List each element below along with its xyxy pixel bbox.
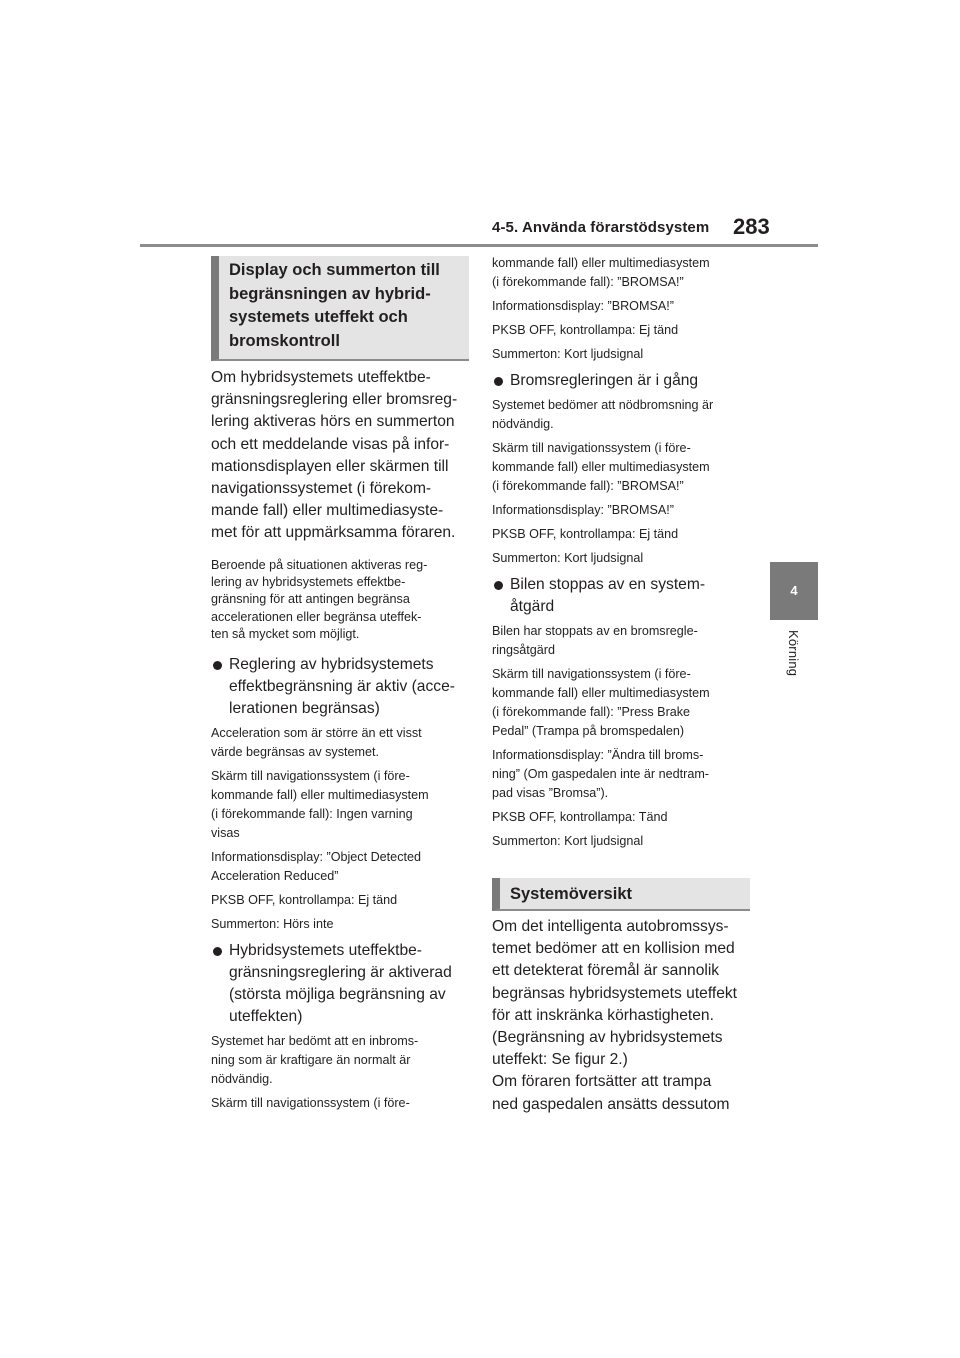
text-line: Om föraren fortsätter att trampa xyxy=(492,1073,712,1091)
left-column xyxy=(211,367,469,1118)
note-paragraph xyxy=(211,557,469,644)
text-line: accelerationen eller begränsa uteffek- xyxy=(211,609,422,624)
nav-screen-info: Skärm till navigationssystem (i före- xyxy=(211,1095,410,1110)
text-line: pad visas ”Bromsa”). xyxy=(492,786,609,800)
pksb-status: PKSB OFF, kontrollampa: Tänd xyxy=(492,810,668,824)
nav-screen-info xyxy=(211,767,469,843)
text-line: ning” (Om gaspedalen inte är nedtram- xyxy=(492,767,710,781)
text-line: Informationsdisplay: ”Ändra till broms- xyxy=(492,748,704,762)
heading-line: Display och summerton till xyxy=(229,261,440,279)
nav-screen-info xyxy=(492,439,750,496)
bullet-dot-icon xyxy=(494,377,503,386)
text-line: kommande fall) eller multimediasystem xyxy=(492,686,710,700)
pksb-status: PKSB OFF, kontrollampa: Ej tänd xyxy=(211,892,398,907)
heading-line: bromskontroll xyxy=(229,331,340,350)
text-line: Hybridsystemets uteffektbe- xyxy=(229,941,422,959)
text-line: och ett meddelande visas på infor- xyxy=(211,435,450,453)
chapter-tab: 4 xyxy=(770,562,818,620)
bullet-dot-icon xyxy=(213,947,222,956)
text-line: ned gaspedalen ansätts dessutom xyxy=(492,1095,730,1113)
text-line: Om hybridsystemets uteffektbe- xyxy=(211,369,431,386)
text-line: begränsas hybridsystemets uteffekt xyxy=(492,984,738,1002)
info-display xyxy=(211,848,469,886)
heading-line: systemets uteffekt och xyxy=(229,308,408,326)
section-heading-display xyxy=(211,256,469,361)
text-line: Informationsdisplay: ”Object Detected xyxy=(211,849,421,864)
buzzer-status: Summerton: Kort ljudsignal xyxy=(492,551,644,565)
text-line: navigationssystemet (i förekom- xyxy=(211,480,432,498)
text-line: ringsåtgärd xyxy=(492,643,556,657)
text-line: Systemet bedömer att nödbromsning är xyxy=(492,398,714,412)
text-line: Pedal” (Trampa på bromspedalen) xyxy=(492,724,685,738)
text-line: lerationen begränsas) xyxy=(229,699,380,717)
text-line: nödvändig. xyxy=(211,1071,273,1086)
text-line: Om det intelligenta autobromssys- xyxy=(492,918,729,935)
text-line: nödvändig. xyxy=(492,417,554,431)
nav-screen-info xyxy=(492,254,750,292)
text-line: lering av hybridsystemets effektbe- xyxy=(211,575,406,590)
text-line: (i förekommande fall): Ingen varning xyxy=(211,806,413,821)
right-column xyxy=(492,254,750,856)
text-line: ten så mycket som möjligt. xyxy=(211,627,360,642)
text-line: gränsning för att antingen begränsa xyxy=(211,592,410,607)
section-heading-overview: Systemöversikt xyxy=(492,878,750,911)
overview-paragraph xyxy=(492,916,754,1116)
text-line: uteffekt: Se figur 2.) xyxy=(492,1051,628,1069)
text-line: för att inskränka körhastigheten. xyxy=(492,1006,714,1024)
info-display: Informationsdisplay: ”BROMSA!” xyxy=(492,503,674,517)
text-line: ett detekterat föremål är sannolik xyxy=(492,962,720,980)
text-line: värde begränsas av systemet. xyxy=(211,744,379,759)
page-number: 283 xyxy=(733,214,770,239)
bullet-heading xyxy=(492,574,750,618)
text-line: lering aktiveras hörs en summerton xyxy=(211,413,455,431)
text-line: mationsdisplayen eller skärmen till xyxy=(211,457,449,475)
bullet-dot-icon xyxy=(213,661,222,670)
text-line: temet bedömer att en kollision med xyxy=(492,940,735,958)
text-line: Acceleration Reduced” xyxy=(211,868,339,883)
description xyxy=(492,622,750,660)
pksb-status: PKSB OFF, kontrollampa: Ej tänd xyxy=(492,527,679,541)
intro-paragraph xyxy=(211,367,469,545)
info-display: Informationsdisplay: ”BROMSA!” xyxy=(492,299,674,313)
text-line: (Begränsning av hybridsystemets xyxy=(492,1029,723,1047)
text-line: Acceleration som är större än ett visst xyxy=(211,725,422,740)
text-line: (i förekommande fall): ”Press Brake xyxy=(492,705,691,719)
text-line: kommande fall) eller multimediasystem xyxy=(211,787,429,802)
description xyxy=(211,1032,469,1089)
text-line: Skärm till navigationssystem (i före- xyxy=(492,441,691,455)
heading-line: begränsningen av hybrid- xyxy=(229,284,431,303)
pksb-status: PKSB OFF, kontrollampa: Ej tänd xyxy=(492,323,679,337)
info-display xyxy=(492,746,750,803)
bullet-dot-icon xyxy=(494,581,503,590)
bullet-heading xyxy=(211,654,469,720)
bullet-heading xyxy=(492,370,750,392)
text-line: visas xyxy=(211,825,240,840)
text-line: Skärm till navigationssystem (i före- xyxy=(211,768,410,783)
text-line: (i förekommande fall): ”BROMSA!” xyxy=(492,479,684,493)
text-line: Beroende på situationen aktiveras reg- xyxy=(211,557,428,572)
text-line: Bilen har stoppats av en bromsregle- xyxy=(492,624,698,638)
text-line: Systemet har bedömt att en inbroms- xyxy=(211,1033,419,1048)
running-header: 4-5. Använda förarstödsystem xyxy=(492,219,710,236)
text-line: Bilen stoppas av en system- xyxy=(510,576,706,593)
text-line: effektbegränsning är aktiv (acce- xyxy=(229,677,455,695)
chapter-label: Körning xyxy=(786,630,801,677)
buzzer-status: Summerton: Kort ljudsignal xyxy=(492,347,644,361)
text-line: uteffekten) xyxy=(229,1007,303,1025)
text-line: gränsningsreglering är aktiverad xyxy=(229,963,452,981)
text-line: ning som är kraftigare än normalt är xyxy=(211,1052,411,1067)
text-line: (i förekommande fall): ”BROMSA!” xyxy=(492,275,684,289)
text-line: (största möjliga begränsning av xyxy=(229,985,446,1003)
header-rule xyxy=(140,244,818,247)
text-line: gränsningsreglering eller bromsreg- xyxy=(211,391,458,409)
text-line: kommande fall) eller multimediasystem xyxy=(492,256,710,270)
bullet-heading xyxy=(211,940,469,1028)
text-line: Reglering av hybridsystemets xyxy=(229,655,434,673)
text-line: Skärm till navigationssystem (i före- xyxy=(492,667,691,681)
text-line: met för att uppmärksamma föraren. xyxy=(211,524,456,542)
description xyxy=(492,396,750,434)
text-line: åtgärd xyxy=(510,598,555,615)
text-line: mande fall) eller multimediasyste- xyxy=(211,502,444,520)
buzzer-status: Summerton: Kort ljudsignal xyxy=(492,834,644,848)
text-line: kommande fall) eller multimediasystem xyxy=(492,460,710,474)
text-line: Bromsregleringen är i gång xyxy=(510,372,699,389)
description xyxy=(211,724,469,762)
nav-screen-info xyxy=(492,665,750,741)
buzzer-status: Summerton: Hörs inte xyxy=(211,916,334,931)
